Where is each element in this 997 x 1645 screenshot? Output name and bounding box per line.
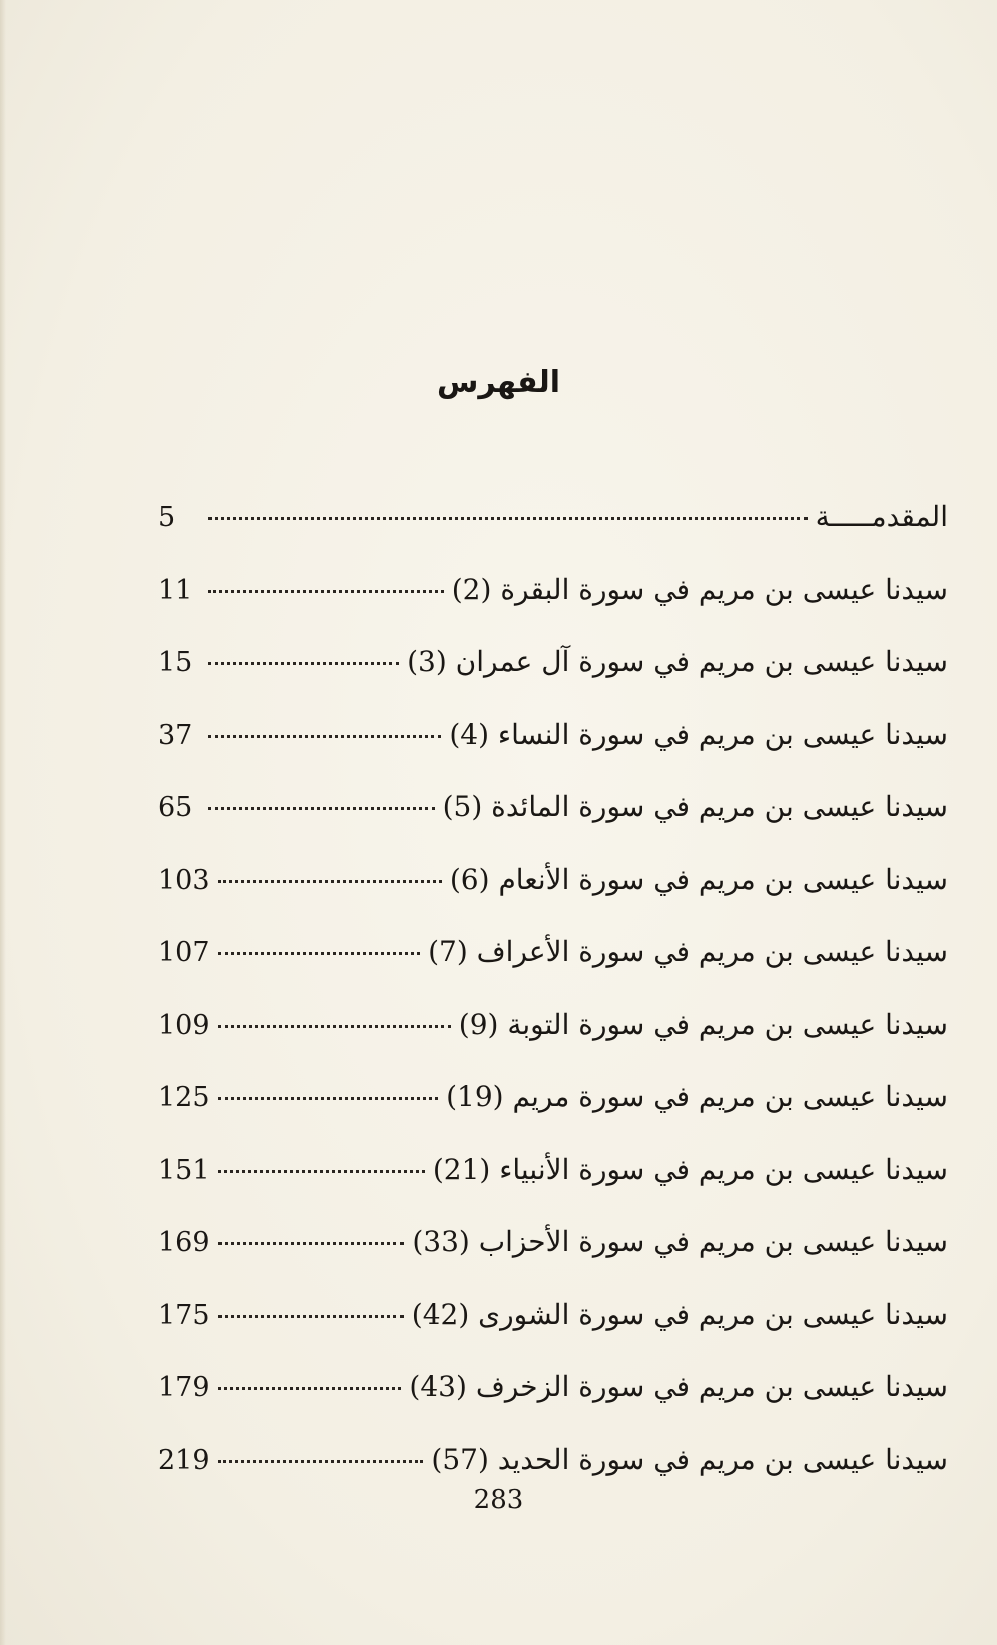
toc-page-number: 169 [158, 1227, 210, 1258]
toc-entry-label: سيدنا عيسى بن مريم في سورة الأعراف (7) [428, 935, 948, 968]
toc-row [158, 1298, 948, 1371]
toc-dot-leader [208, 662, 399, 665]
toc-row [158, 790, 948, 863]
toc-row [158, 573, 948, 646]
toc-dot-leader [218, 1170, 425, 1173]
toc-dot-leader [218, 1025, 451, 1028]
page-number: 283 [473, 1485, 524, 1515]
toc-entry-label: سيدنا عيسى بن مريم في سورة البقرة (2) [451, 572, 948, 606]
toc-dot-leader [208, 735, 441, 738]
toc-entry-label: سيدنا عيسى بن مريم في سورة الشورى (42) [411, 1297, 948, 1331]
toc-dot-leader [218, 952, 421, 955]
toc-page-number: 11 [158, 574, 193, 606]
toc-row [158, 1153, 948, 1226]
toc-entry-label: سيدنا عيسى بن مريم في سورة الحديد (57) [431, 1442, 948, 1476]
toc-dot-leader [218, 1097, 439, 1100]
toc-page-number: 15 [158, 647, 193, 678]
toc-dot-leader [218, 1460, 424, 1463]
toc-row [158, 500, 948, 573]
toc-row [158, 1080, 948, 1153]
toc-page-number: 107 [158, 937, 210, 968]
toc-entry-label: سيدنا عيسى بن مريم في سورة الزخرف (43) [409, 1370, 948, 1403]
toc-dot-leader [208, 517, 808, 520]
toc-dot-leader [218, 1387, 402, 1390]
toc-page-number: 151 [158, 1154, 210, 1186]
toc-row [158, 1370, 948, 1443]
toc-entry-label: سيدنا عيسى بن مريم في سورة المائدة (5) [442, 790, 948, 823]
toc-dot-leader [218, 1242, 405, 1245]
page-title: الفهرس [436, 365, 560, 400]
toc-dot-leader [218, 1315, 404, 1318]
toc-entry-label: سيدنا عيسى بن مريم في سورة مريم (19) [446, 1080, 948, 1113]
toc-page-number: 37 [158, 719, 193, 751]
toc-row [158, 645, 948, 718]
toc-page-number: 65 [158, 792, 193, 823]
toc-row [158, 1008, 948, 1081]
toc-entry-label: سيدنا عيسى بن مريم في سورة الأحزاب (33) [412, 1225, 948, 1258]
table-of-contents [158, 500, 948, 1515]
toc-entry-label: سيدنا عيسى بن مريم في سورة الأنعام (6) [449, 862, 948, 896]
toc-row [158, 935, 948, 1008]
toc-dot-leader [218, 880, 442, 883]
toc-page-number: 109 [158, 1009, 210, 1041]
toc-entry-label: سيدنا عيسى بن مريم في سورة التوبة (9) [458, 1007, 948, 1041]
toc-dot-leader [208, 807, 435, 810]
toc-entry-label: سيدنا عيسى بن مريم في سورة آل عمران (3) [407, 645, 948, 678]
toc-page-number: 175 [158, 1299, 210, 1331]
toc-page-number: 125 [158, 1082, 210, 1113]
toc-page-number: 179 [158, 1372, 210, 1403]
toc-page-number: 103 [158, 864, 210, 896]
toc-dot-leader [208, 590, 444, 593]
toc-page-number: 5 [158, 502, 176, 533]
toc-entry-label: المقدمـــــة [815, 500, 948, 533]
page-edge-shadow [0, 0, 6, 1645]
toc-row [158, 863, 948, 936]
toc-row [158, 1225, 948, 1298]
toc-entry-label: سيدنا عيسى بن مريم في سورة الأنبياء (21) [432, 1152, 948, 1186]
toc-entry-label: سيدنا عيسى بن مريم في سورة النساء (4) [449, 717, 948, 751]
toc-row [158, 718, 948, 791]
toc-page-number: 219 [158, 1444, 210, 1476]
